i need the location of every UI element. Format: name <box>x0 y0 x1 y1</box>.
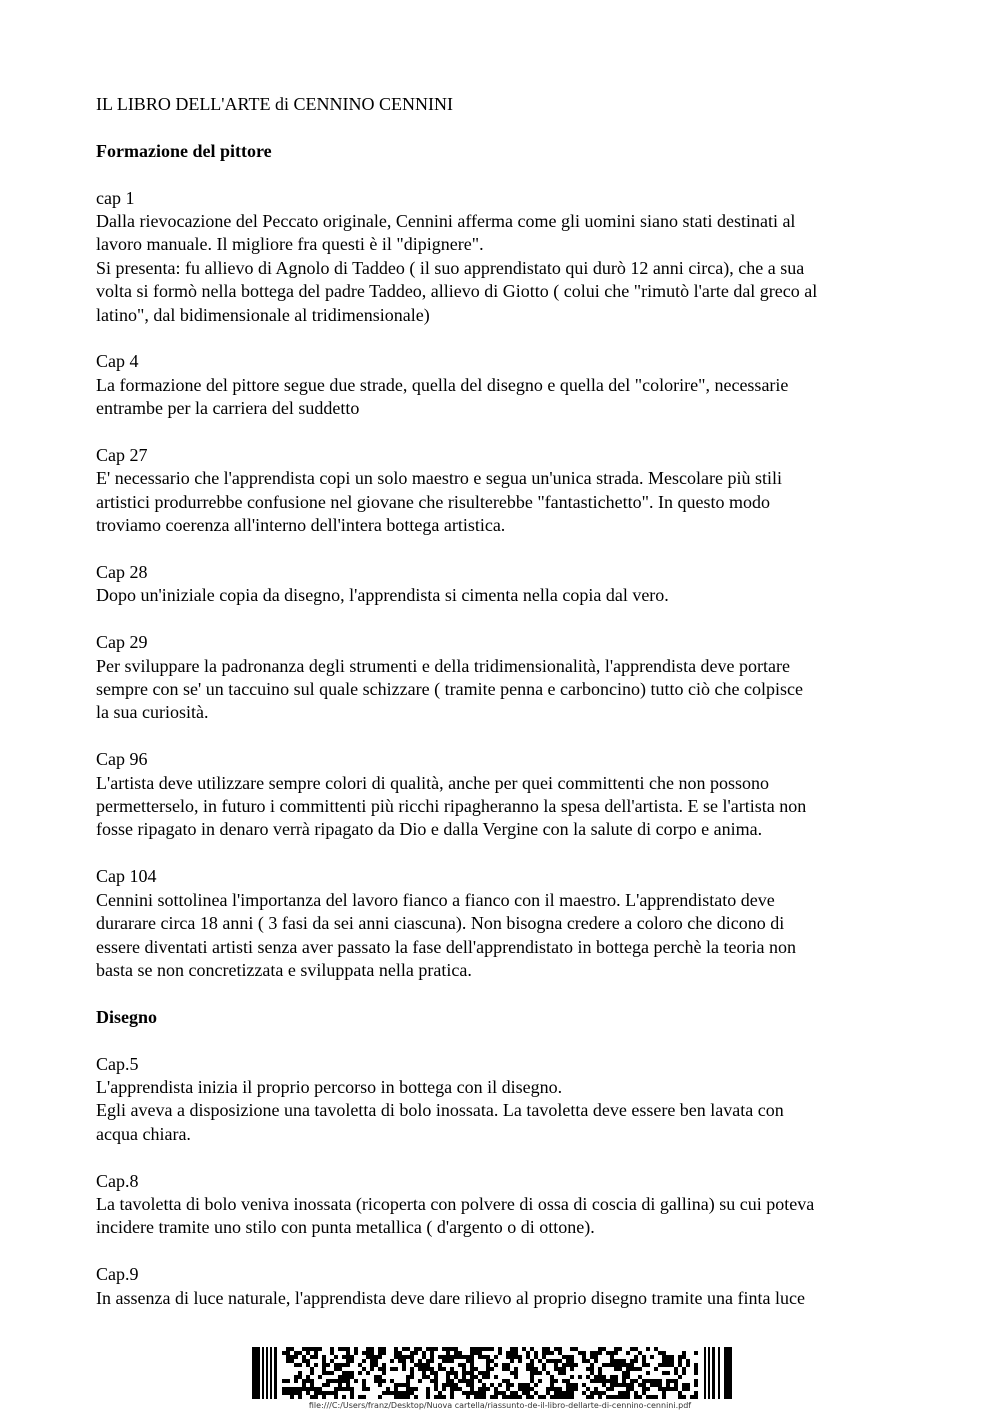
chapter-label: Cap 104 <box>96 866 157 887</box>
paragraph-line: durarare circa 18 anni ( 3 fasi da sei anni ciascuna). Non bisogna credere a coloro che dicono di <box>96 913 785 934</box>
paragraph-line: Cennini sottolinea l'importanza del lavoro fianco a fianco con il maestro. L'apprendistato deve <box>96 889 775 910</box>
paragraph-line: Dopo un'iniziale copia da disegno, l'apprendista si cimenta nella copia dal vero. <box>96 585 669 606</box>
paragraph-line: la sua curiosità. <box>96 702 209 723</box>
paragraph-line: La formazione del pittore segue due strade, quella del disegno e quella del "colorire", necessarie <box>96 374 789 395</box>
chapter-label: Cap.8 <box>96 1170 139 1191</box>
chapter-label: Cap 4 <box>96 351 139 372</box>
paragraph-line: L'artista deve utilizzare sempre colori di qualità, anche per quei committenti che non possono <box>96 772 770 793</box>
chapter-label: Cap 27 <box>96 445 148 466</box>
paragraph-line: lavoro manuale. Il migliore fra questi è il "dipignere". <box>96 234 484 255</box>
paragraph-line: volta si formò nella bottega del padre Taddeo, allievo di Giotto ( colui che "rimutò l'arte dal greco al <box>96 281 818 302</box>
section-heading: Formazione del pittore <box>96 140 272 161</box>
2d-barcode-icon <box>252 1347 734 1399</box>
paragraph-line: troviamo coerenza all'interno dell'intera bottega artistica. <box>96 515 506 536</box>
chapter-label: Cap 29 <box>96 632 148 653</box>
paragraph-line: basta se non concretizzata e sviluppata nella pratica. <box>96 959 472 980</box>
paragraph-line: E' necessario che l'apprendista copi un solo maestro e segua un'unica strada. Mescolare più stili <box>96 468 783 489</box>
paragraph-line: essere diventati artisti senza aver passato la fase dell'apprendistato in bottega perchè la teoria non <box>96 936 796 957</box>
paragraph-line: L'apprendista inizia il proprio percorso in bottega con il disegno. <box>96 1076 563 1097</box>
paragraph-line: latino", dal bidimensionale al tridimensionale) <box>96 304 430 325</box>
paragraph-line: Dalla rievocazione del Peccato originale, Cennini afferma come gli uomini siano stati destinati al <box>96 211 796 231</box>
document-title: IL LIBRO DELL'ARTE di CENNINO CENNINI <box>96 94 453 114</box>
paragraph-line: permetterselo, in futuro i committenti più ricchi ripagheranno la spesa dell'artista. E se l'artista non <box>96 796 807 817</box>
chapter-label: Cap.5 <box>96 1053 139 1074</box>
chapter-label: Cap.9 <box>96 1264 139 1285</box>
paragraph-line: Per sviluppare la padronanza degli strumenti e della tridimensionalità, l'apprendista deve portare <box>96 655 791 676</box>
file-path-footer: file:///C:/Users/franz/Desktop/Nuova cartella/riassunto-de-il-libro-dellarte-di-cennino-cennini.pdf <box>308 1401 692 1410</box>
paragraph-line: Egli aveva a disposizione una tavoletta di bolo inossata. La tavoletta deve essere ben lavata con <box>96 1100 784 1121</box>
chapter-label: Cap 28 <box>96 562 148 583</box>
chapter-label: cap 1 <box>96 187 135 208</box>
paragraph-line: acqua chiara. <box>96 1123 191 1144</box>
chapter-label: Cap 96 <box>96 749 148 770</box>
paragraph-line: In assenza di luce naturale, l'apprendista deve dare rilievo al proprio disegno tramite una finta luce <box>96 1287 805 1308</box>
section-heading: Disegno <box>96 1006 158 1027</box>
paragraph-line: fosse ripagato in denaro verrà ripagato da Dio e dalla Vergine con la salute di corpo e anima. <box>96 819 763 840</box>
paragraph-line: sempre con se' un taccuino sul quale schizzare ( tramite penna e carboncino) tutto ciò che colpisce <box>96 679 803 700</box>
paragraph-line: incidere tramite uno stilo con punta metallica ( d'argento o di ottone). <box>96 1217 595 1238</box>
paragraph-line: artistici produrrebbe confusione nel giovane che risulterebbe "fantastichetto". In questo modo <box>96 491 770 512</box>
document-body <box>96 93 926 1310</box>
paragraph-line: entrambe per la carriera del suddetto <box>96 398 360 419</box>
paragraph-line: Si presenta: fu allievo di Agnolo di Taddeo ( il suo apprendistato qui durò 12 anni circa), che a sua <box>96 257 805 278</box>
paragraph-line: La tavoletta di bolo veniva inossata (ricoperta con polvere di ossa di coscia di gallina) su cui poteva <box>96 1193 815 1214</box>
